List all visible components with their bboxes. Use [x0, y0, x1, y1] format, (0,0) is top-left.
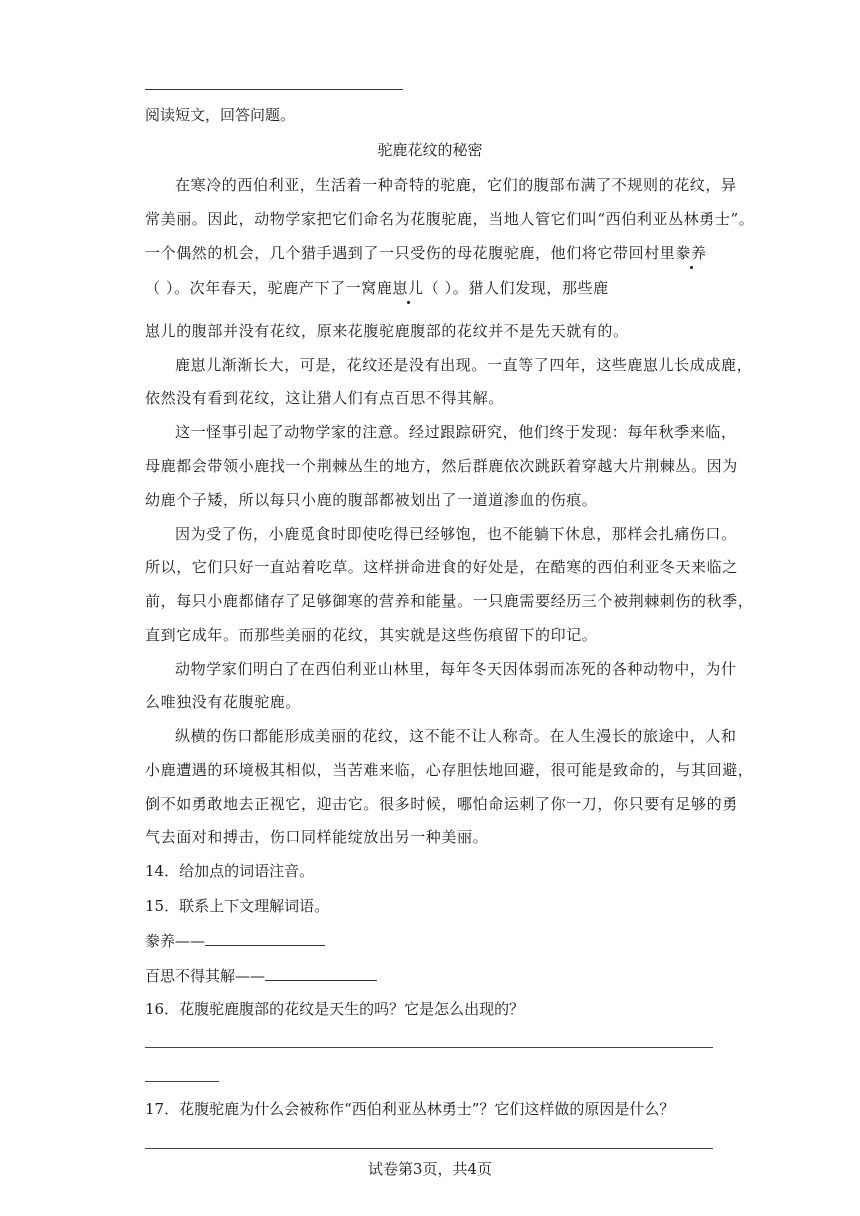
article-line: 鹿崽儿渐渐长大，可是，花纹还是没有出现。一直等了四年，这些鹿崽儿长成成鹿，: [175, 356, 753, 374]
question-17: 17．花腹驼鹿为什么会被称作“西伯利亚丛林勇士”？它们这样做的原因是什么？: [145, 1100, 675, 1118]
question-16: 16．花腹驼鹿腹部的花纹是天生的吗？它是怎么出现的？: [145, 1000, 525, 1018]
dotted-word-zaier: 崽儿: [392, 279, 424, 297]
article-line: 幼鹿个子矮，所以每只小鹿的腹部都被划出了一道道渗血的伤痕。: [145, 491, 598, 509]
article-line: 常美丽。因此，动物学家把它们命名为花腹驼鹿，当地人管它们叫“西伯利亚丛林勇士”。: [145, 210, 755, 228]
article-line: 一个偶然的机会，几个猎手遇到了一只受伤的母花腹驼鹿，他们将它带回村里豢养: [145, 244, 707, 262]
article-line: 纵横的伤口都能形成美丽的花纹，这不能不让人称奇。在人生漫长的旅途中，人和: [175, 727, 737, 745]
question-15-term-1: 豢养——: [145, 930, 325, 952]
article-line: 前，每只小鹿都储存了足够御寒的营养和能量。一只鹿需要经历三个被荆棘刺伤的秋季，: [145, 592, 754, 610]
article-line: 所以，它们只好一直站着吃草。这样拼命进食的好处是，在酷寒的西伯利亚冬天来临之: [145, 558, 738, 576]
question-15: 15．联系上下文理解词语。: [145, 897, 330, 915]
dotted-word-huanyang: 豢养: [675, 244, 707, 262]
article-line: 动物学家们明白了在西伯利亚山林里，每年冬天因体弱而冻死的各种动物中，为什: [175, 660, 737, 678]
article-line: 直到它成年。而那些美丽的花纹，其实就是这些伤痕留下的印记。: [145, 626, 598, 644]
article-line: 气去面对和搏击，伤口同样能绽放出另一种美丽。: [145, 828, 489, 846]
article-line: 这一怪事引起了动物学家的注意。经过跟踪研究，他们终于发现：每年秋季来临，: [175, 423, 737, 441]
answer-line-q16[interactable]: [145, 1047, 713, 1048]
question-15-term-2: 百思不得其解——: [145, 965, 377, 987]
answer-blank-baisi[interactable]: [265, 966, 377, 981]
article-line: 依然没有看到花纹，这让猎人们有点百思不得其解。: [145, 389, 504, 407]
page-footer: 试卷第3页，共4页: [367, 1160, 493, 1178]
top-divider: [145, 89, 403, 90]
article-title: 驼鹿花纹的秘密: [377, 141, 483, 159]
article-line: 么唯独没有花腹驼鹿。: [145, 693, 302, 711]
answer-line-q17[interactable]: [145, 1148, 713, 1149]
reading-instruction: 阅读短文，回答问题。: [145, 106, 296, 124]
article-line: 倒不如勇敢地去正视它，迎击它。很多时候，哪怕命运刺了你一刀，你只要有足够的勇: [145, 795, 738, 813]
article-line-with-blanks: （ ）。次年春天，驼鹿产下了一窝鹿崽儿（ ）。猎人们发现，那些鹿: [145, 279, 609, 297]
article-line: 小鹿遭遇的环境极其相似，当苦难来临，心存胆怯地回避，很可能是致命的，与其回避，: [145, 761, 754, 779]
answer-blank-huanyang[interactable]: [205, 931, 325, 946]
article-line: 因为受了伤，小鹿觅食时即使吃得已经够饱，也不能躺下休息，那样会扎痛伤口。: [175, 525, 737, 543]
answer-line-q16-continued[interactable]: [145, 1081, 219, 1082]
question-14: 14．给加点的词语注音。: [145, 862, 315, 880]
article-line: 母鹿都会带领小鹿找一个荆棘丛生的地方，然后群鹿依次跳跃着穿越大片荆棘丛。因为: [145, 457, 738, 475]
article-line: 在寒冷的西伯利亚，生活着一种奇特的驼鹿，它们的腹部布满了不规则的花纹，异: [175, 176, 737, 194]
article-line: 崽儿的腹部并没有花纹，原来花腹驼鹿腹部的花纹并不是先天就有的。: [145, 322, 629, 340]
